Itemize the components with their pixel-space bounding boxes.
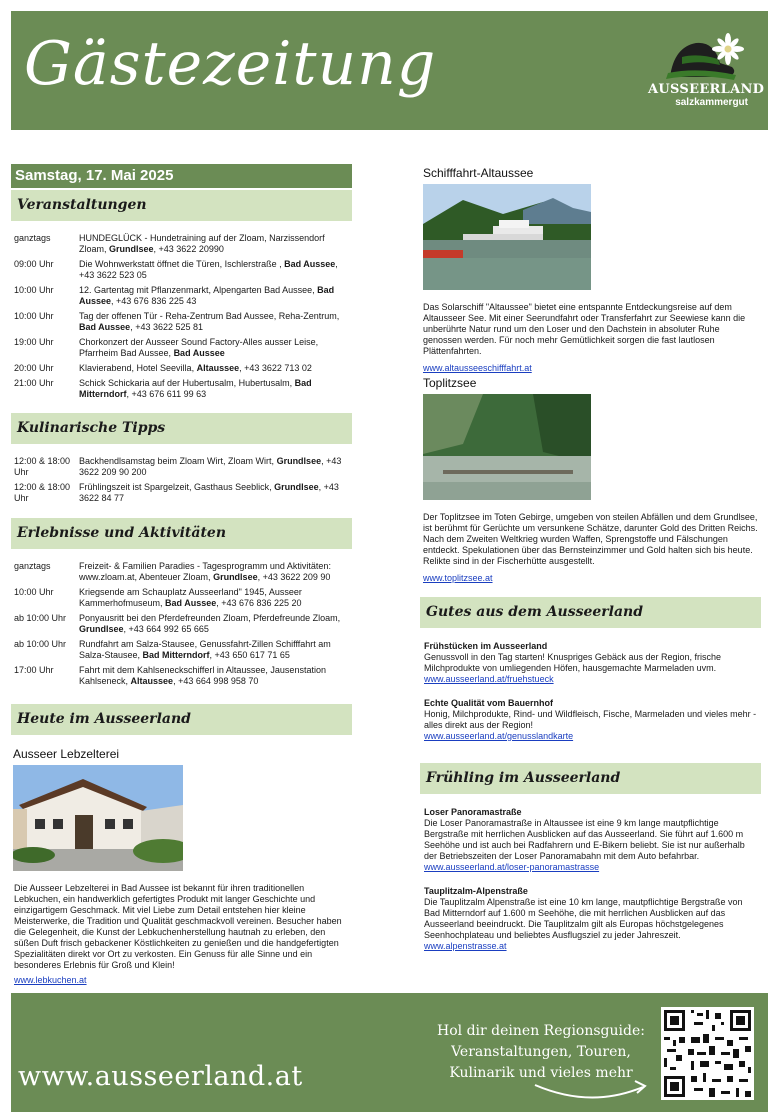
info-item [420, 698, 761, 742]
event-description [79, 639, 347, 661]
event-text: Klavierabend, Hotel Seevilla, [79, 363, 197, 373]
event-text: Kriegsende am Schauplatz Ausseerland" 1945, Ausseer Kammerhofmuseum, [79, 587, 302, 608]
footer-banner [11, 993, 768, 1112]
event-time: 17:00 Uhr [14, 665, 54, 675]
event-time: 12:00 & 18:00 Uhr [14, 482, 71, 503]
page-title: Gästezeitung [24, 29, 437, 99]
event-row [11, 456, 352, 478]
event-contact: , +43 3622 84 77 [79, 482, 339, 503]
event-place: Bad Aussee [79, 285, 335, 306]
kulinarisch-list [11, 444, 352, 518]
info-item-text: Die Loser Panoramastraße in Altaussee ist eine 9 km lange mautpflichtige Bergstraße mit herrlichen Ausblicken auf das Ausseerland. Sie führt auf 1.600 m Seehöhe und ist auch bei Radfahrern und E-Bikern beliebt. Sie ist nur außerhalb der Betriebszeiten der Loser Panoramabahn mit dem Auto befahrbar. [424, 818, 745, 861]
event-row [11, 378, 352, 400]
event-row [11, 311, 352, 333]
event-contact: , +43 3622 20990 [153, 244, 224, 254]
event-text: 12. Gartentag mit Pflanzenmarkt, Alpengarten Bad Aussee, [79, 285, 318, 295]
schifffahrt-photo [423, 184, 591, 290]
veranstaltungen-list [11, 221, 352, 413]
event-description [79, 665, 347, 687]
event-place: Bad Mitterndorf [79, 378, 312, 399]
arrow-icon [531, 1073, 651, 1103]
hat-icon [648, 33, 752, 83]
event-text: Chorkonzert der Ausseer Sound Factory-Alles ausser Leise, Pfarrheim Bad Aussee, [79, 337, 319, 358]
event-contact: , +43 664 992 65 665 [123, 624, 209, 634]
section-erlebnisse: Erlebnisse und Aktivitäten [11, 518, 352, 549]
section-heute: Heute im Ausseerland [11, 704, 352, 735]
footer-url[interactable]: www.ausseerland.at [18, 1061, 303, 1092]
info-item-link[interactable]: www.ausseerland.at/genusslandkarte [424, 731, 574, 741]
fruehling-list [420, 807, 761, 952]
event-contact: , +43 676 611 99 63 [126, 389, 207, 399]
qr-code-icon [661, 1007, 754, 1100]
lebzelterei-photo [13, 765, 183, 871]
event-text: Ponyausritt bei den Pferdefreunden Zloam, Pferdefreunde Zloam, [79, 613, 341, 623]
info-item-link[interactable]: www.ausseerland.at/loser-panoramastrasse [424, 862, 600, 872]
event-row [11, 665, 352, 687]
guide-line-1: Hol dir deinen Regionsguide: [437, 1023, 645, 1039]
event-text: Schick Schickaria auf der Hubertusalm, Hubertusalm, [79, 378, 295, 388]
event-contact: , +43 3622 713 02 [239, 363, 312, 373]
event-place: Grundlsee [276, 456, 322, 466]
event-place: Bad Mitterndorf [142, 650, 210, 660]
event-text: Freizeit- & Familien Paradies - Tagesprogramm und Aktivitäten: www.zloam.at, Abenteuer Zloam, [79, 561, 331, 582]
section-veranstaltungen: Veranstaltungen [11, 190, 352, 221]
toplitzsee-title: Toplitzsee [423, 376, 477, 390]
schifffahrt-text: Das Solarschiff "Altaussee" bietet eine entspannte Entdeckungsreise auf dem Altausseer See. Mit einer Seerundfahrt oder Transferfahrt zur Seewiese kann die unberührte Natur rund um den Loser und den Dachstein in absoluter Ruhe genossen werden. Für noch mehr Gemütlichkeit sorgen die fast lautlosen Plättenfahrten. [423, 302, 746, 356]
event-row [11, 561, 352, 583]
event-time: 10:00 Uhr [14, 587, 54, 597]
event-time: ganztags [14, 561, 51, 571]
event-time: ganztags [14, 233, 51, 243]
event-row [11, 639, 352, 661]
event-time: 20:00 Uhr [14, 363, 54, 373]
event-description [79, 482, 347, 504]
event-description [79, 378, 347, 400]
event-row [11, 285, 352, 307]
event-text: Rundfahrt am Salza-Stausee, Genussfahrt-Zillen Schifffahrt am Salza-Stausee, [79, 639, 331, 660]
event-place: Grundlsee [213, 572, 258, 582]
event-time: 10:00 Uhr [14, 311, 54, 321]
info-item-link[interactable]: www.alpenstrasse.at [424, 941, 507, 951]
lebzelterei-text: Die Ausseer Lebzelterei in Bad Aussee ist bekannt für ihren traditionellen Lebkuchen, ein handwerklich gefertigtes Produkt mit langer Geschichte und einzigartigem Geschmack. Mit viel Liebe zum Detail entstehen hier kleine Meisterwerke, die Tradition und Qualität geschmackvoll vereinen. Besucher haben die Gelegenheit, die Kunst der Lebkuchenherstellung hautnah zu erleben, den süßen Duft frisch gebackener Köstlichkeiten zu genießen und die handgefertigten Spezialitäten direkt vor Ort zu verkosten. Ein Genuss für alle Sinne und ein besonderes Erlebnis für Groß und Klein! [14, 883, 342, 970]
event-contact: , +43 3622 209 90 [257, 572, 331, 582]
qr-code[interactable] [661, 1007, 754, 1100]
info-item-link[interactable]: www.ausseerland.at/fruehstueck [424, 674, 554, 684]
logo-wordmark: AUSSEERLAND [648, 82, 765, 97]
lebkuchen-link[interactable]: www.lebkuchen.at [14, 975, 87, 985]
event-place: Altaussee [196, 363, 240, 373]
event-row [11, 233, 352, 255]
event-row [11, 259, 352, 281]
info-item-title: Tauplitzalm-Alpenstraße [424, 886, 528, 896]
event-description [79, 363, 347, 374]
event-row [11, 363, 352, 374]
event-contact: , +43 3622 525 81 [130, 322, 204, 332]
event-text: Fahrt mit dem Kahlseneckschifferl in Altaussee, Jausenstation Kahlseneck, [79, 665, 326, 686]
ausseerland-logo [648, 33, 765, 117]
event-time: ab 10:00 Uhr [14, 613, 67, 623]
info-item [420, 641, 761, 685]
event-place: Bad Aussee [79, 322, 131, 332]
guide-line-2: Veranstaltungen, Touren, [451, 1044, 631, 1060]
event-description [79, 233, 347, 255]
event-description [79, 587, 347, 609]
event-row [11, 587, 352, 609]
event-row [11, 613, 352, 635]
right-column [420, 164, 761, 965]
section-fruehling: Frühling im Ausseerland [420, 763, 761, 794]
info-item-title: Echte Qualität vom Bauernhof [424, 698, 554, 708]
event-time: ab 10:00 Uhr [14, 639, 67, 649]
event-place: Grundlsee [79, 624, 124, 634]
event-description [79, 561, 347, 583]
schifffahrt-title: Schifffahrt-Altaussee [423, 166, 534, 180]
date-bar: Samstag, 17. Mai 2025 [11, 164, 352, 188]
event-row [11, 482, 352, 504]
event-time: 12:00 & 18:00 Uhr [14, 456, 71, 477]
event-description [79, 311, 347, 333]
event-text: Tag der offenen Tür - Reha-Zentrum Bad Aussee, Reha-Zentrum, [79, 311, 340, 321]
event-description [79, 285, 347, 307]
event-text: Frühlingszeit ist Spargelzeit, Gasthaus Seeblick, [79, 482, 275, 492]
event-description [79, 337, 347, 359]
event-description [79, 259, 347, 281]
section-gutes: Gutes aus dem Ausseerland [420, 597, 761, 628]
info-item-text: Genussvoll in den Tag starten! Knuspriges Gebäck aus der Region, frische Milchprodukte von umliegenden Höfen, hausgemachte Marmeladen uvm. [424, 652, 721, 673]
event-contact: , +43 664 998 958 70 [173, 676, 259, 686]
toplitzsee-photo [423, 394, 591, 500]
event-time: 10:00 Uhr [14, 285, 54, 295]
info-item-title: Loser Panoramastraße [424, 807, 522, 817]
event-place: Bad Aussee [165, 598, 217, 608]
event-text: Backhendlsamstag beim Zloam Wirt, Zloam Wirt, [79, 456, 277, 466]
lebzelterei-title: Ausseer Lebzelterei [13, 747, 120, 761]
info-item-text: Die Tauplitzalm Alpenstraße ist eine 10 km lange, mautpflichtige Bergstraße von Bad Mitterndorf auf 1.600 m Seehöhe, die mit herrlichen Ausblicken auf das Ausseerland beeindruckt. Die Tauplitzalm gilt als Europas höchstgelegenes Seenhochplateau und beliebtes Ausflugsziel zu jeder Jahreszeit. [424, 897, 743, 940]
event-description [79, 456, 347, 478]
header-banner [11, 11, 768, 130]
schifffahrt-link[interactable]: www.altausseeschifffahrt.at [423, 363, 532, 373]
event-row [11, 337, 352, 359]
event-description [79, 613, 347, 635]
guide-line-3: Kulinarik und vieles mehr [449, 1065, 633, 1081]
gutes-list [420, 641, 761, 742]
info-item [420, 886, 761, 952]
event-contact: , +43 3622 523 05 [79, 259, 338, 280]
event-time: 19:00 Uhr [14, 337, 54, 347]
left-column [11, 164, 352, 986]
section-kulinarisch: Kulinarische Tipps [11, 413, 352, 444]
event-contact: , +43 650 617 71 65 [209, 650, 290, 660]
toplitzsee-link[interactable]: www.toplitzsee.at [423, 573, 493, 583]
event-place: Grundlsee [274, 482, 319, 492]
info-item-text: Honig, Milchprodukte, Rind- und Wildfleisch, Fische, Marmeladen und vieles mehr - alles direkt aus der Region! [424, 709, 757, 730]
event-text: HUNDEGLÜCK - Hundetraining auf der Zloam, Narzissendorf Zloam, [79, 233, 325, 254]
event-contact: , +43 676 836 225 43 [111, 296, 197, 306]
event-time: 21:00 Uhr [14, 378, 54, 388]
event-time: 09:00 Uhr [14, 259, 54, 269]
info-item-title: Frühstücken im Ausseerland [424, 641, 548, 651]
event-contact: , +43 676 836 225 20 [216, 598, 302, 608]
toplitzsee-text: Der Toplitzsee im Toten Gebirge, umgeben von steilen Abfällen und dem Grundlsee, ist berühmt für Gerüchte um versunkene Schätze, darunter Gold des Dritten Reichs. Nach dem Zweiten Weltkrieg wurden Waffen, Sprengstoffe und Fälschungen entdeckt. Spekulationen über das Bernsteinzimmer und Gold halten sich bis heute. Relikte sind in der Fischerhütte ausgestellt. [423, 512, 758, 566]
info-item [420, 807, 761, 873]
event-text: Die Wohnwerkstatt öffnet die Türen, Ischlerstraße , [79, 259, 285, 269]
event-place: Bad Aussee [173, 348, 225, 358]
erlebnisse-list [11, 549, 352, 704]
event-contact: , +43 3622 209 90 200 [79, 456, 342, 477]
logo-subline: salzkammergut [675, 97, 748, 108]
event-place: Bad Aussee [284, 259, 336, 269]
event-place: Grundlsee [109, 244, 154, 254]
event-place: Altaussee [130, 676, 174, 686]
